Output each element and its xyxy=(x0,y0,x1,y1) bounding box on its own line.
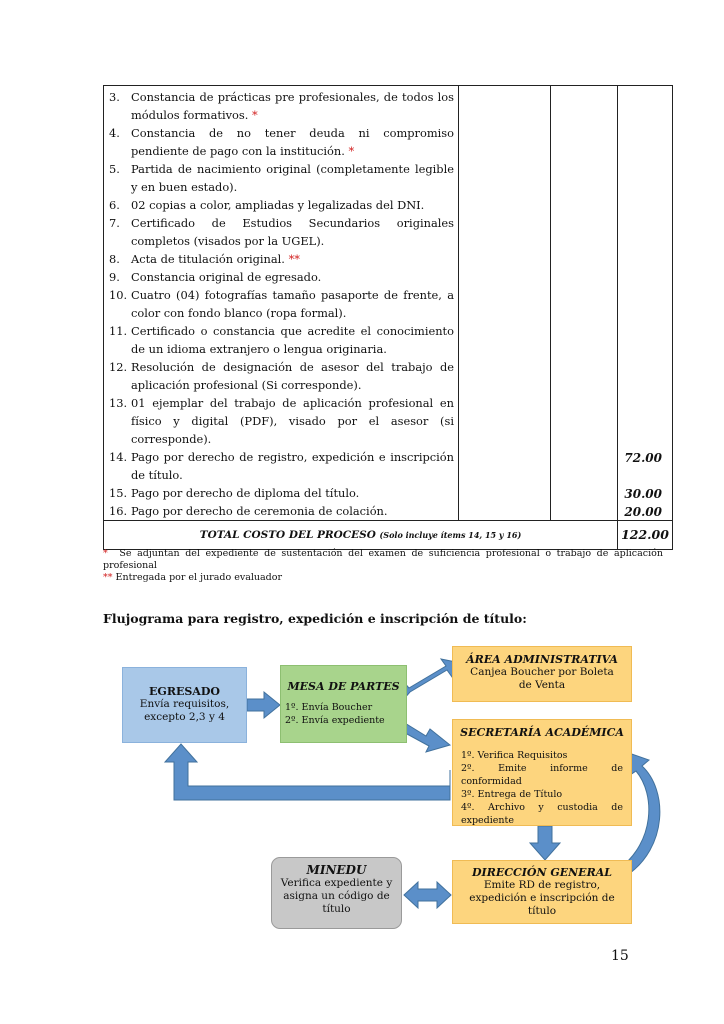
requirement-text-content: Cuatro (04) fotografías tamaño pasaporte de frente, a color con fondo blanco (ropa formal). xyxy=(131,288,454,320)
secretaria-steps xyxy=(453,739,631,827)
requirement-text-content: 01 ejemplar del trabajo de aplicación profesional en físico y digital (PDF), visado por el asesor (si corresponde). xyxy=(131,396,454,446)
footnote-2-text: Entregada por el jurado evaluador xyxy=(115,572,283,583)
requirement-text-content: Resolución de designación de asesor del trabajo de aplicación profesional (Si corresponde). xyxy=(131,360,454,392)
requirement-mark: * xyxy=(348,144,355,158)
amount-item-15: 30.00 xyxy=(624,487,662,501)
flowchart-heading: Flujograma para registro, expedición e inscripción de título: xyxy=(103,611,527,626)
requirement-number: 12. xyxy=(109,360,128,374)
amount-item-16: 20.00 xyxy=(624,505,662,519)
arrow-secretaria-to-egresado xyxy=(165,744,450,800)
requirement-number: 9. xyxy=(109,270,120,284)
requirement-number: 11. xyxy=(109,324,128,338)
arrow-direccion-minedu xyxy=(404,882,451,908)
total-note: (Solo incluye ítems 14, 15 y 16) xyxy=(379,530,522,540)
requirement-text-content: Constancia de no tener deuda ni compromiso pendiente de pago con la institución. xyxy=(131,126,454,158)
requirement-mark: * xyxy=(251,108,258,122)
flow-step: 1º. Verifica Requisitos xyxy=(461,750,568,761)
secretaria-title: SECRETARÍA ACADÉMICA xyxy=(460,726,624,739)
flow-step: 4º. Archivo y custodia de expediente xyxy=(461,802,623,826)
total-label: TOTAL COSTO DEL PROCESO xyxy=(199,529,376,541)
requirement-text-content: Constancia original de egresado. xyxy=(131,270,322,284)
footnote-1-text: Se adjuntan del expediente de sustentación del examen de suficiencia profesional o trabajo de aplicación profesional xyxy=(103,548,663,571)
requirement-text-content: Constancia de prácticas pre profesionales, de todos los módulos formativos. xyxy=(131,90,454,122)
mesa-steps xyxy=(281,693,406,727)
page-number: 15 xyxy=(611,948,629,964)
minedu-box xyxy=(271,857,402,929)
requirement-text-content: Acta de titulación original. xyxy=(131,252,285,266)
requirement-number: 8. xyxy=(109,252,120,266)
flow-step: 1º. Envía Boucher xyxy=(285,702,373,713)
egresado-text: Envía requisitos, excepto 2,3 y 4 xyxy=(139,698,230,723)
area-title: ÁREA ADMINISTRATIVA xyxy=(466,653,618,666)
requirement-number: 3. xyxy=(109,90,120,104)
total-amount: 122.00 xyxy=(618,521,673,550)
mesa-title: MESA DE PARTES xyxy=(287,680,400,693)
requirement-text-content: Certificado de Estudios Secundarios originales completos (visados por la UGEL). xyxy=(131,216,454,248)
requirement-text-content: Pago por derecho de diploma del título. xyxy=(131,486,360,500)
arrow-egresado-to-mesa xyxy=(247,692,280,718)
requirement-number: 6. xyxy=(109,198,120,212)
requirement-number: 16. xyxy=(109,504,128,518)
footnote-2-mark: ** xyxy=(103,572,113,583)
requirement-text-content: Partida de nacimiento original (completamente legible y en buen estado). xyxy=(131,162,454,194)
flow-step: 2º. Envía expediente xyxy=(285,715,385,726)
requirement-number: 5. xyxy=(109,162,120,176)
requirement-number: 15. xyxy=(109,486,128,500)
requirement-number: 4. xyxy=(109,126,120,140)
mesa-de-partes-box xyxy=(280,665,407,743)
direccion-title: DIRECCIÓN GENERAL xyxy=(472,866,612,879)
area-administrativa-box xyxy=(452,646,632,702)
secretaria-academica-box xyxy=(452,719,632,826)
arrow-secretaria-to-direccion xyxy=(530,826,560,860)
flow-step: 2º. Emite informe de conformidad xyxy=(461,763,623,787)
flow-step: 3º. Entrega de Título xyxy=(461,789,563,800)
requirement-number: 14. xyxy=(109,450,128,464)
area-text: Canjea Boucher por Boleta de Venta xyxy=(470,666,614,691)
direccion-text: Emite RD de registro, expedición e inscripción de título xyxy=(469,879,615,917)
direccion-general-box xyxy=(452,860,632,924)
requirement-text-content: 02 copias a color, ampliadas y legalizadas del DNI. xyxy=(131,198,425,212)
requirement-text-content: Certificado o constancia que acredite el conocimiento de un idioma extranjero o lengua originaria. xyxy=(131,324,454,356)
requirement-number: 13. xyxy=(109,396,128,410)
amount-item-14: 72.00 xyxy=(624,451,662,465)
requirement-text-content: Pago por derecho de registro, expedición e inscripción de título. xyxy=(131,450,454,482)
minedu-title: MINEDU xyxy=(306,863,367,877)
footnote-1-mark: * xyxy=(103,548,108,559)
requirement-number: 7. xyxy=(109,216,120,230)
requirement-text-content: Pago por derecho de ceremonia de colación. xyxy=(131,504,388,518)
requirement-number: 10. xyxy=(109,288,128,302)
minedu-text: Verifica expediente y asigna un código de título xyxy=(280,877,393,915)
egresado-title: EGRESADO xyxy=(149,685,220,698)
requirement-mark: ** xyxy=(288,252,300,266)
egresado-box xyxy=(122,667,247,743)
